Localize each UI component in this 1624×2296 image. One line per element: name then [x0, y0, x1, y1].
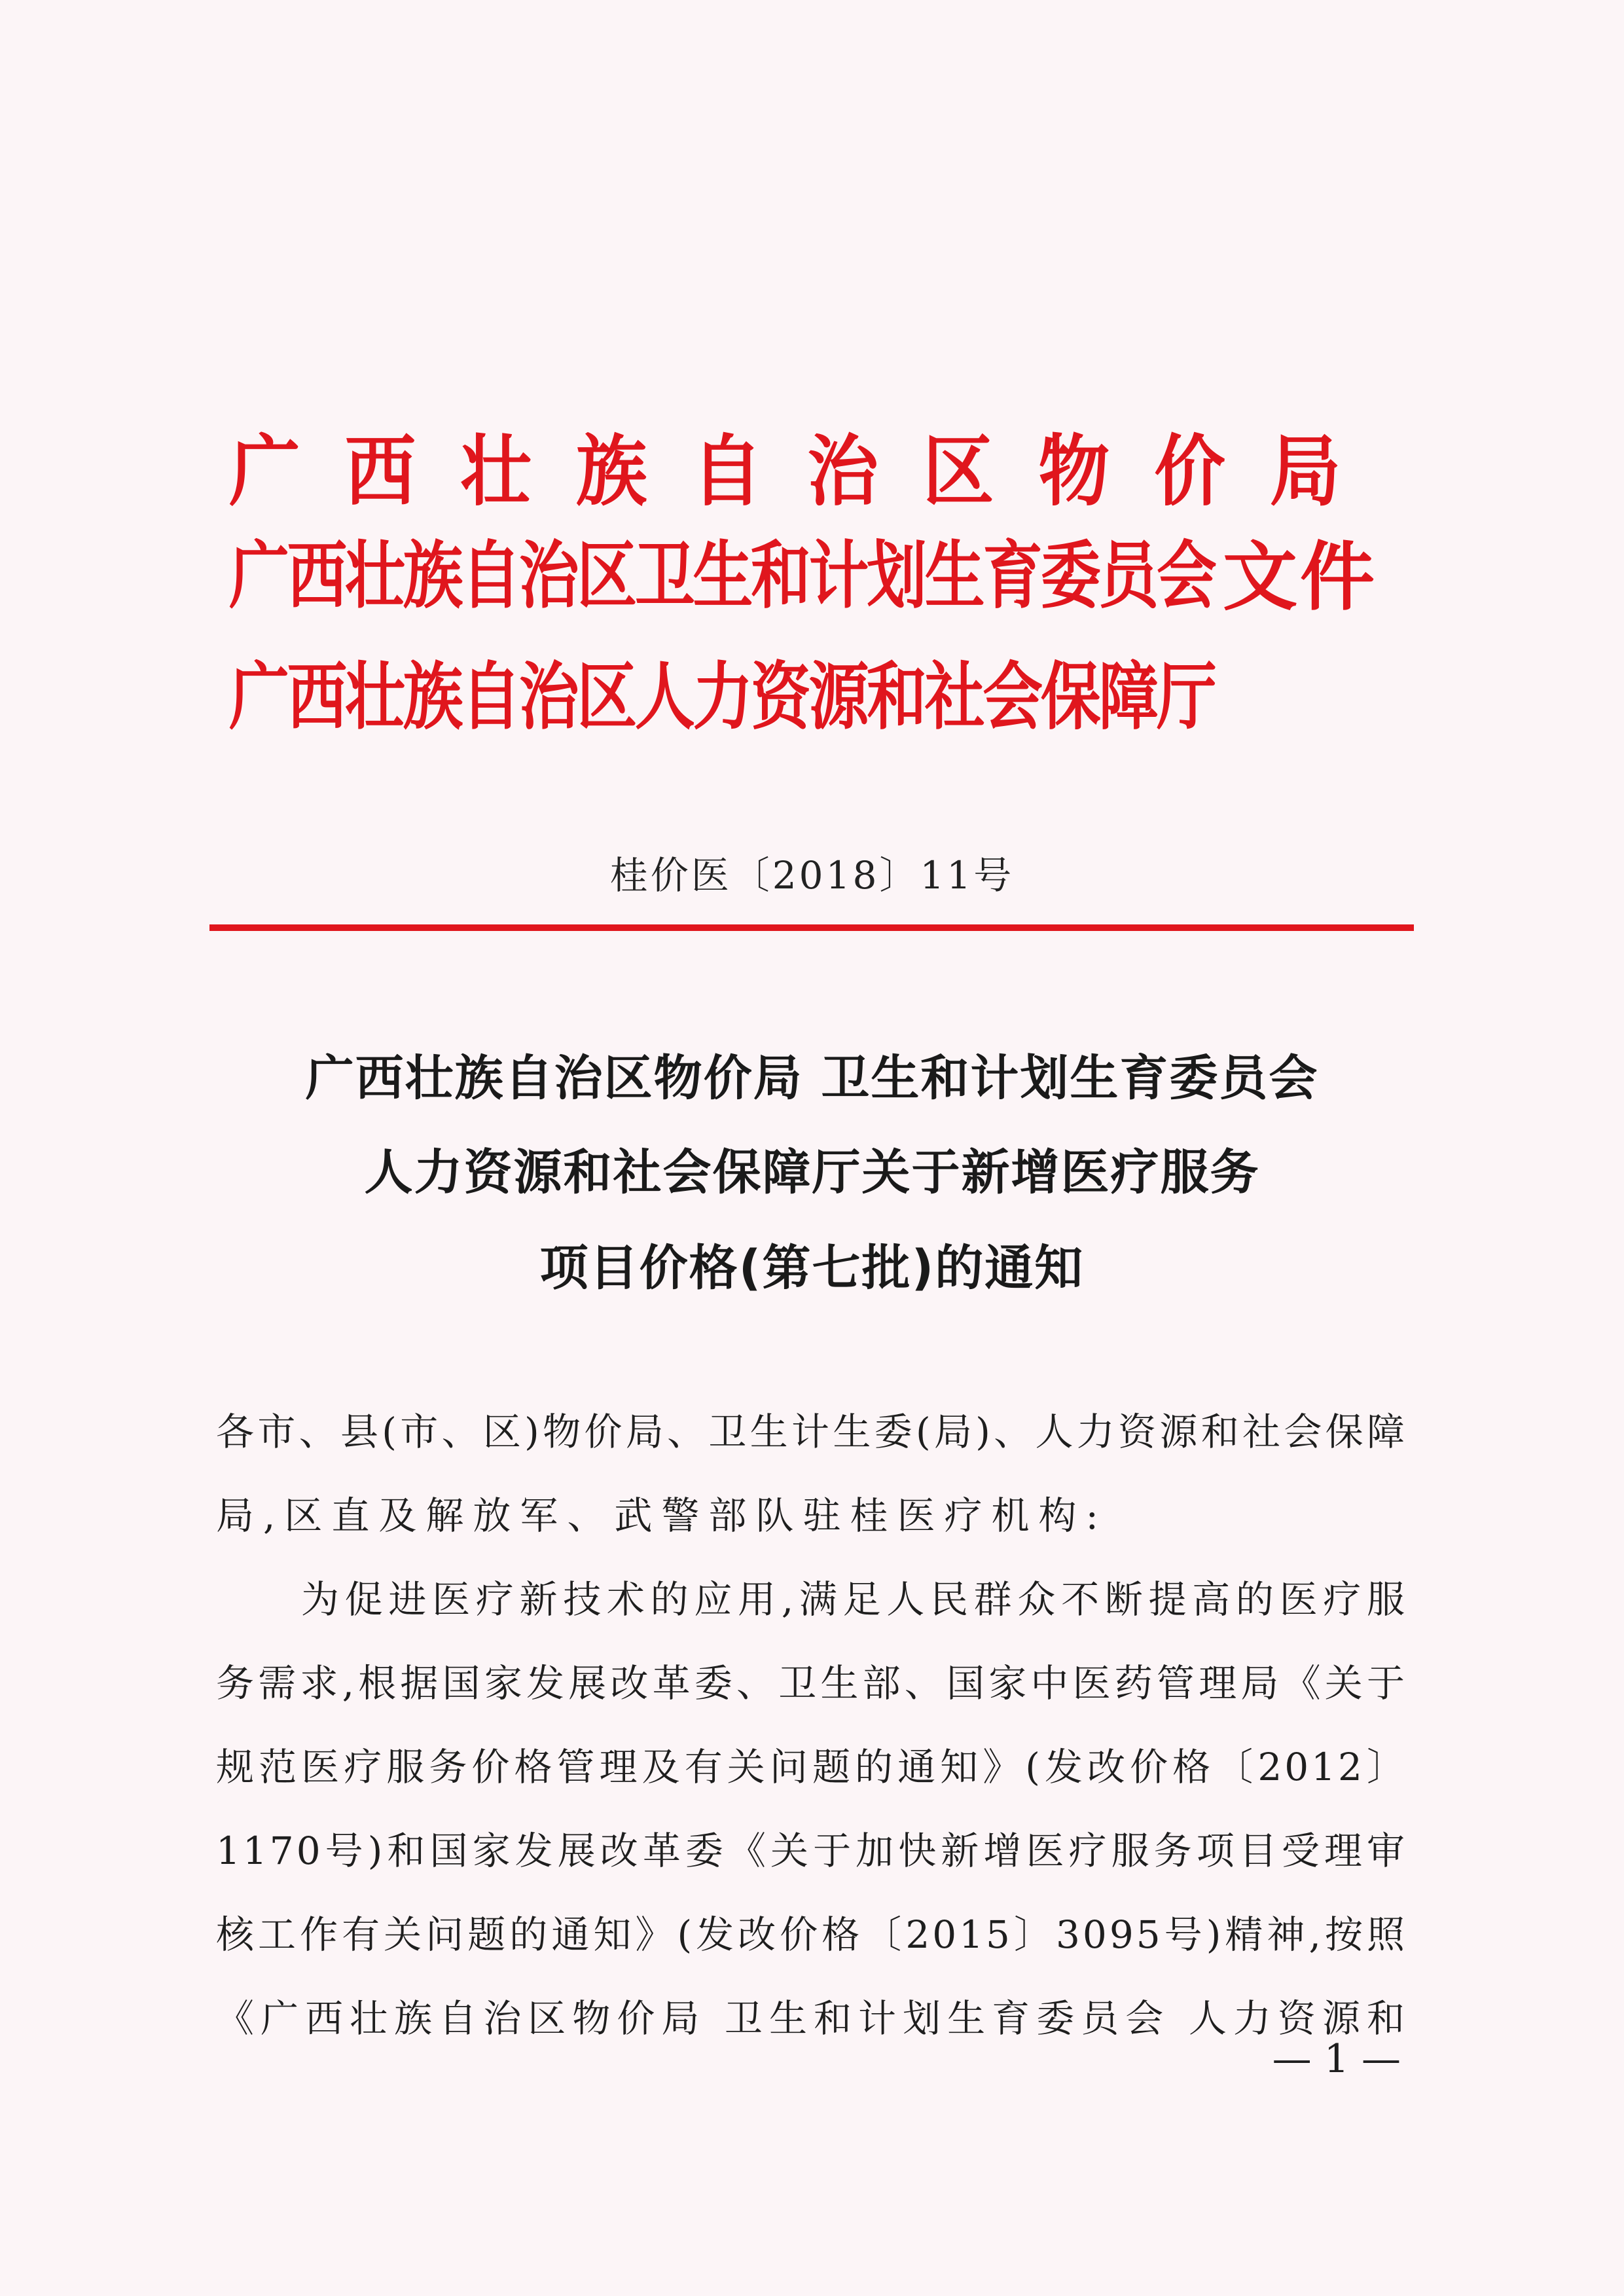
document-type-label: 文件 — [1223, 534, 1378, 621]
body-paragraph-line-4: 1170号)和国家发展改革委《关于加快新增医疗服务项目受理审 — [216, 1829, 1407, 1873]
body-paragraph-line-2: 务需求,根据国家发展改革委、卫生部、国家中医药管理局《关于 — [216, 1661, 1407, 1705]
body-paragraph-line-1: 为促进医疗新技术的应用,满足人民群众不断提高的医疗服 — [301, 1577, 1407, 1622]
red-divider-line — [209, 924, 1414, 931]
notice-title-line-3: 项目价格(第七批)的通知 — [539, 1240, 1085, 1296]
addressee-line-2: 局,区直及解放军、武警部队驻桂医疗机构: — [216, 1493, 1108, 1538]
body-paragraph-line-6: 《广西壮族自治区物价局 卫生和计划生育委员会 人力资源和 — [216, 1996, 1407, 2041]
addressee-line-1: 各市、县(市、区)物价局、卫生计生委(局)、人力资源和社会保障 — [216, 1410, 1407, 1454]
issuer-price-bureau: 广西壮族自治区物价局 — [229, 426, 1386, 517]
body-paragraph-line-3: 规范医疗服务价格管理及有关问题的通知》(发改价格〔2012〕 — [216, 1745, 1407, 1789]
notice-title-line-2: 人力资源和社会保障厅关于新增医疗服务 — [364, 1144, 1260, 1201]
body-paragraph-line-5: 核工作有关问题的通知》(发改价格〔2015〕3095号)精神,按照 — [216, 1912, 1407, 1957]
document-number: 桂价医〔2018〕11号 — [609, 853, 1015, 898]
notice-title-line-1: 广西壮族自治区物价局 卫生和计划生育委员会 — [305, 1050, 1319, 1106]
page-number: — 1 — — [1272, 2036, 1401, 2082]
issuer-health-commission: 广西壮族自治区卫生和计划生育委员会 — [229, 534, 1215, 619]
issuer-human-resources-department: 广西壮族自治区人力资源和社会保障厅 — [229, 655, 1215, 740]
